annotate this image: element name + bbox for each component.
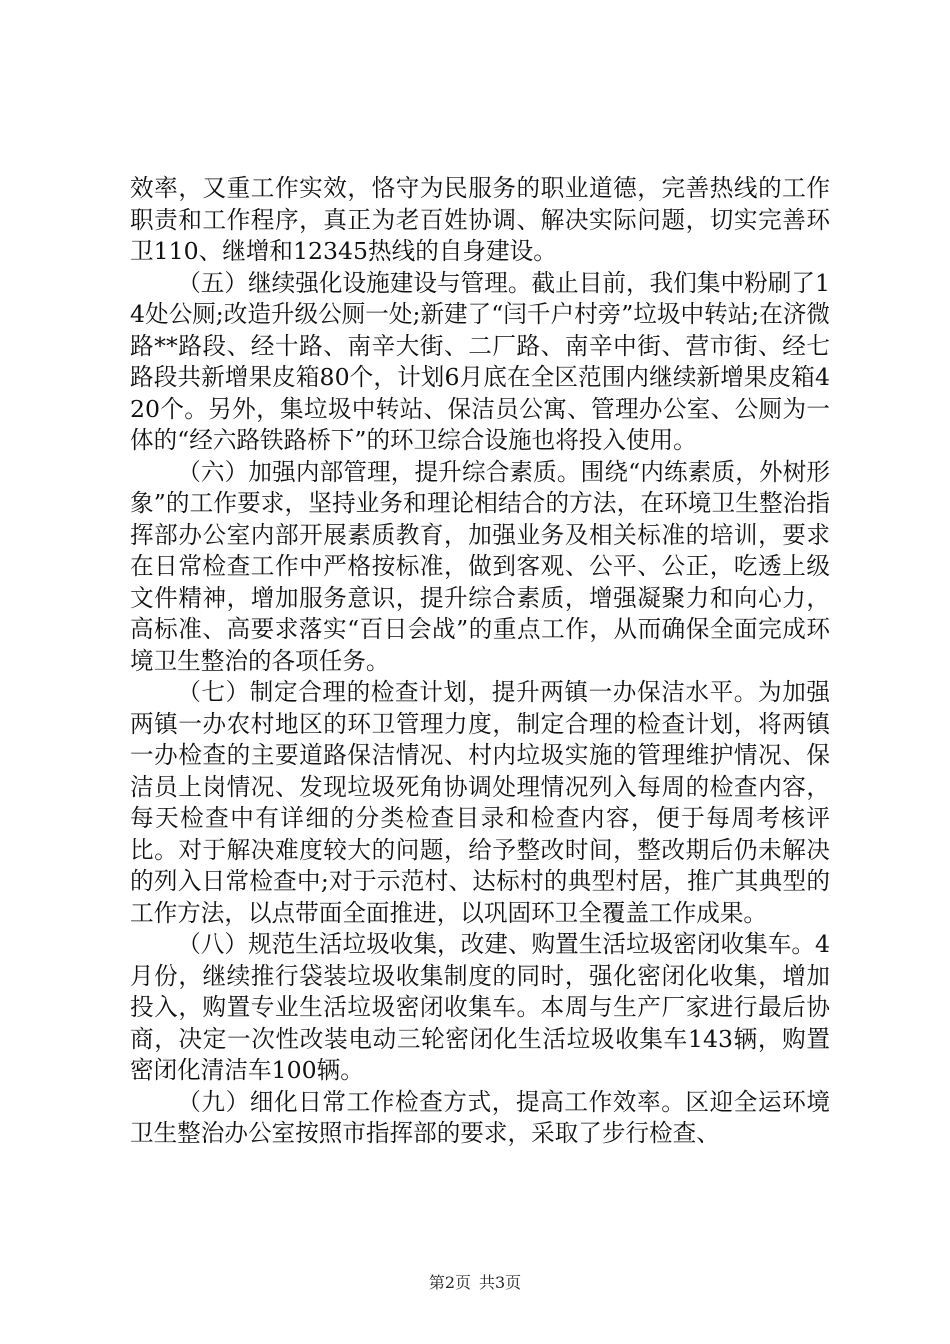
paragraph-section-5: （五）继续强化设施建设与管理。截止目前，我们集中粉刷了14处公厕;改造升级公厕一处;新建了“闫千户村旁”垃圾中转站;在济微路**路段、经十路、南辛大街、二厂路、南辛中街、营市街、经七路段共新增果皮箱80个，计划6月底在全区范围内继续新增果皮箱420个。另外，集垃圾中转站、保洁员公寓、管理办公室、公厕为一体的“经六路铁路桥下”的环卫综合设施也将投入使用。 — [130, 268, 831, 454]
paragraph-section-7: （七）制定合理的检查计划，提升两镇一办保洁水平。为加强两镇一办农村地区的环卫管理力度，制定合理的检查计划，将两镇一办检查的主要道路保洁情况、村内垃圾实施的管理维护情况、保洁员上岗情况、发现垃圾死角协调处理情况列入每周的检查内容，每天检查中有详细的分类检查目录和检查内容，便于每周考核评比。对于解决难度较大的问题，给予整改时间，整改期后仍未解决的列入日常检查中;对于示范村、达标村的典型村居，推广其典型的工作方法，以点带面全面推进，以巩固环卫全覆盖工作成果。 — [130, 678, 830, 927]
document-body — [130, 173, 830, 1150]
total-pages: 共3页 — [479, 1273, 522, 1292]
paragraph-section-9: （九）细化日常工作检查方式，提高工作效率。区迎全运环境卫生整治办公室按照市指挥部的要求，采取了步行检查、 — [130, 1087, 830, 1147]
paragraph-section-8: （八）规范生活垃圾收集，改建、购置生活垃圾密闭收集车。4月份，继续推行袋装垃圾收集制度的同时，强化密闭化收集，增加投入，购置专业生活垃圾密闭收集车。本周与生产厂家进行最后协商，决定一次性改装电动三轮密闭化生活垃圾收集车143辆，购置密闭化清洁车100辆。 — [130, 930, 830, 1084]
page-number: 第2页 — [428, 1273, 471, 1292]
paragraph-section-6: （六）加强内部管理，提升综合素质。围绕“内练素质，外树形象”的工作要求，坚持业务和理论相结合的方法，在环境卫生整治指挥部办公室内部开展素质教育，加强业务及相关标准的培训，要求在日常检查工作中严格按标准，做到客观、公平、公正，吃透上级文件精神，增加服务意识，提升综合素质，增强凝聚力和向心力，高标准、高要求落实“百日会战”的重点工作，从而确保全面完成环境卫生整治的各项任务。 — [130, 457, 830, 675]
paragraph-continuation: 效率，又重工作实效，恪守为民服务的职业道德，完善热线的工作职责和工作程序，真正为老百姓协调、解决实际问题，切实完善环卫110、继增和12345热线的自身建设。 — [130, 174, 830, 265]
page-footer — [0, 1273, 950, 1293]
